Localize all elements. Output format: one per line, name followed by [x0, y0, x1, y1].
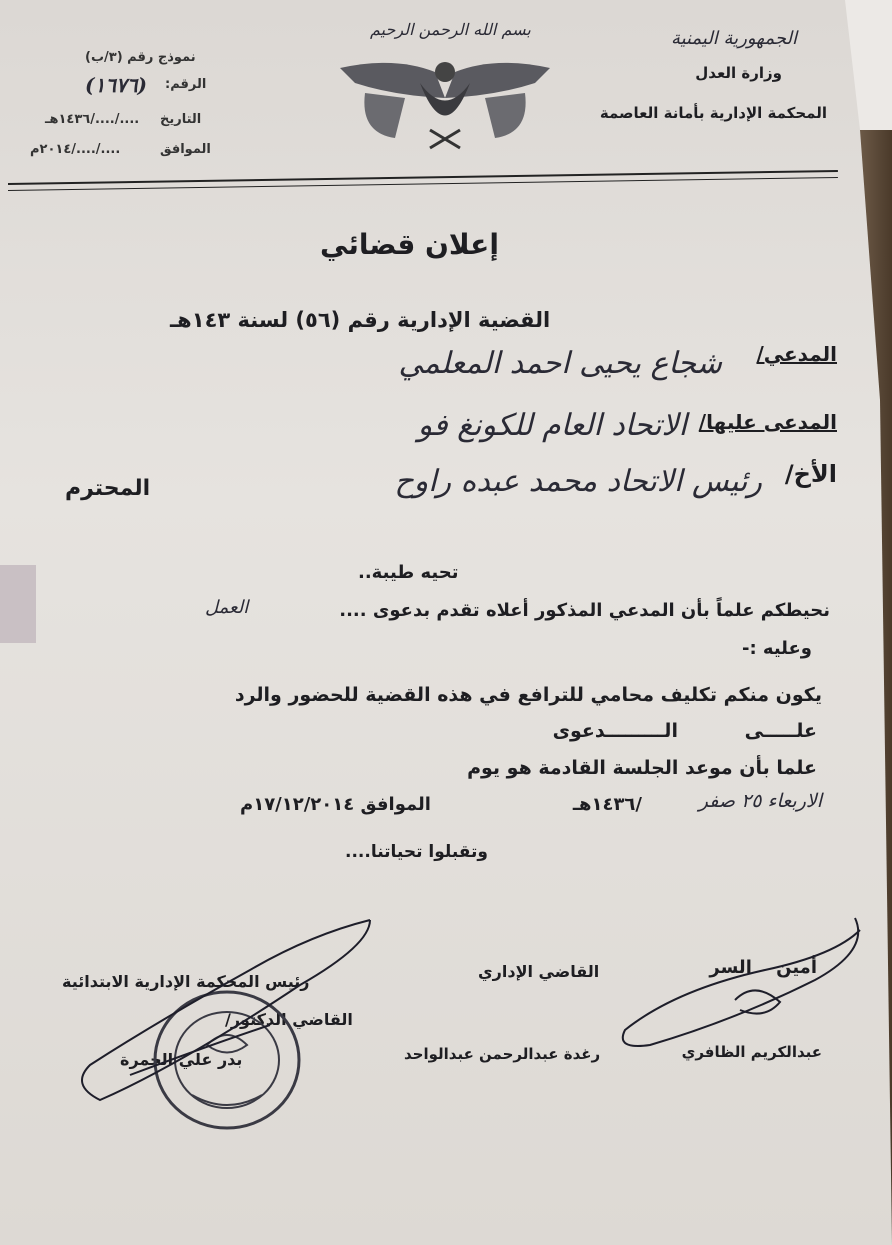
plaintiff-value: شجاع يحيى احمد المعلمي: [398, 346, 722, 381]
body-line-3: علما بأن موعد الجلسة القادمة هو يوم: [467, 757, 817, 779]
case-suffix: لسنة ١٤٣هـ: [170, 308, 289, 332]
form-number: نموذج رقم (٣/ب): [85, 50, 196, 65]
equiv-value: ..../..../٢٠١٤م: [30, 142, 121, 157]
notice-handwritten: العمل: [205, 597, 249, 618]
therefore-line: وعليه :-: [741, 638, 812, 659]
plaintiff-label: المدعي/: [756, 342, 837, 366]
secretary-name: عبدالكريم الظافري: [681, 1043, 822, 1061]
body-line-2: علـــــى الـــــــــدعوى: [552, 720, 817, 742]
secretary-signature: [615, 910, 875, 1070]
greeting: تحيه طيبة..: [358, 562, 459, 583]
addressee-honorific: المحترم: [65, 476, 151, 501]
number-value: (١٦٧٦): [85, 73, 147, 97]
president-signature: [70, 915, 380, 1105]
hearing-day: الاربعاء ٢٥ صفر: [698, 790, 822, 812]
hearing-hijri: /١٤٣٦هـ: [572, 794, 642, 815]
judge-name: رغدة عبدالرحمن عبدالواحد: [404, 1045, 601, 1063]
case-line: [170, 308, 550, 332]
hearing-equiv: الموافق ١٧/١٢/٢٠١٤م: [240, 794, 431, 815]
president-role: القاضي الدكتور/: [225, 1010, 353, 1029]
ministry-name: وزارة العدل: [695, 64, 782, 82]
secretary-title: أمين السر: [709, 957, 817, 978]
addressee-value: رئيس الاتحاد محمد عبده راوح: [394, 464, 762, 499]
equiv-label: الموافق: [160, 142, 211, 157]
closing-line: وتقبلوا تحياتنا....: [345, 842, 488, 862]
addressee-label: الأخ/: [784, 460, 837, 488]
case-number: (٥٦): [295, 308, 341, 332]
body-line-1: يكون منكم تكليف محامي للترافع في هذه القضية للحضور والرد: [234, 684, 822, 706]
background-patch: [0, 565, 36, 643]
basmala: بسم الله الرحمن الرحيم: [370, 20, 531, 39]
president-title: رئيس المحكمة الإدارية الابتدائية: [62, 972, 310, 991]
judge-title: القاضي الإداري: [478, 962, 600, 981]
president-name: بدر علي الجمرة: [120, 1050, 243, 1069]
case-prefix: القضية الإدارية رقم: [347, 308, 551, 332]
page-title: إعلان قضائي: [320, 228, 499, 261]
country-name: الجمهورية اليمنية: [670, 28, 797, 49]
notice-line: نحيطكم علماً بأن المدعي المذكور أعلاه تقدم بدعوى ....: [339, 600, 830, 621]
emblem-icon: [335, 38, 555, 148]
defendant-value: الاتحاد العام للكونغ فو: [417, 408, 687, 443]
court-name: المحكمة الإدارية بأمانة العاصمة: [599, 104, 827, 122]
defendant-label: المدعى عليها/: [698, 410, 837, 434]
date-value: ..../..../١٤٣٦هـ: [45, 112, 140, 127]
date-label: التاريخ: [160, 112, 202, 127]
number-label: الرقم:: [165, 77, 207, 92]
